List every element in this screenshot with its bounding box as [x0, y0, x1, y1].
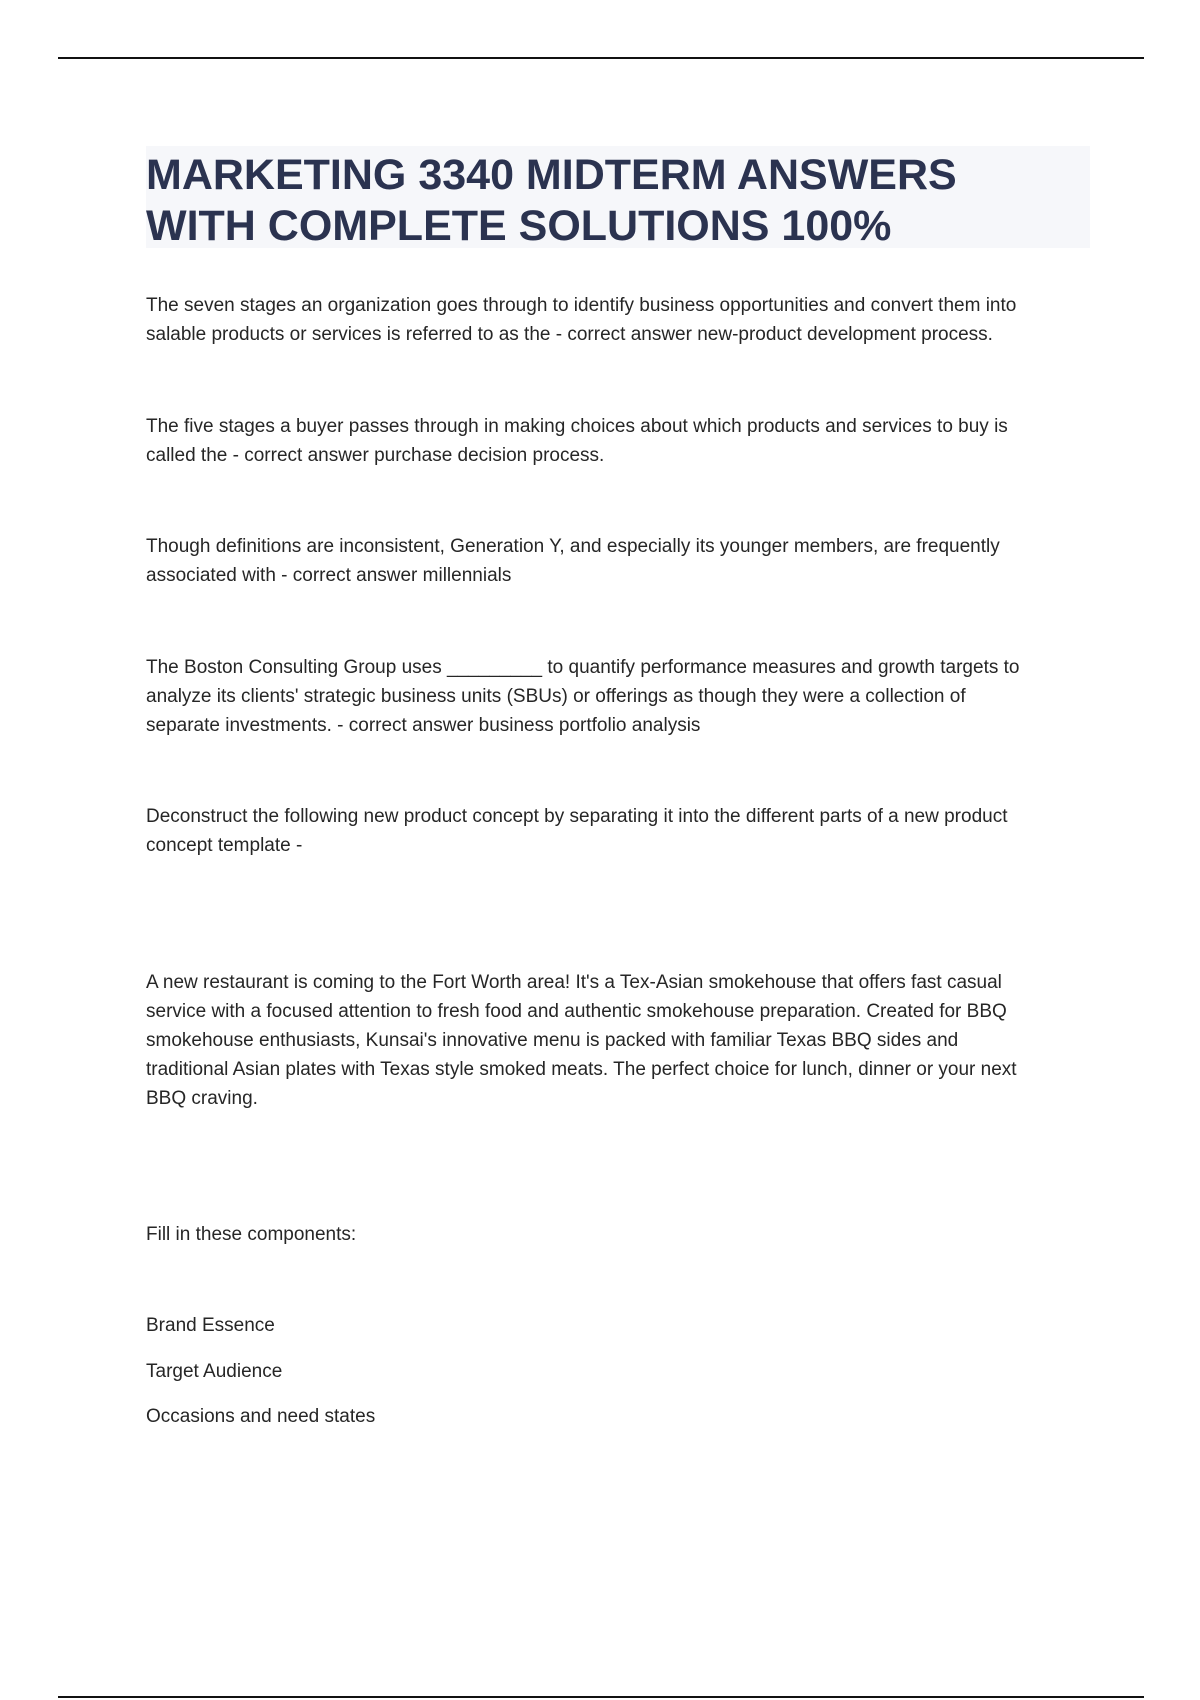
fill-in-components: [146, 1220, 1096, 1249]
paragraph-line: Brand Essence: [146, 1315, 275, 1336]
paragraph-line: Target Audience: [146, 1361, 283, 1382]
paragraph-line: smokehouse enthusiasts, Kunsai's innovative menu is packed with familiar Texas BBQ sides and: [146, 1030, 959, 1051]
paragraph-line: concept template -: [146, 835, 303, 856]
paragraph-line: associated with - correct answer millennials: [146, 565, 512, 586]
paragraph-line: analyze its clients' strategic business units (SBUs) or offerings as though they were a collection of: [146, 686, 966, 707]
component-brand-essence: [146, 1311, 1096, 1340]
restaurant-concept-paragraph: [146, 968, 1096, 1113]
question-millennials: [146, 532, 1096, 590]
paragraph-line: A new restaurant is coming to the Fort Worth area! It's a Tex-Asian smokehouse that offers fast casual: [146, 972, 1002, 993]
bottom-rule: [58, 1696, 1144, 1698]
paragraph-line: The seven stages an organization goes through to identify business opportunities and convert them into: [146, 295, 1017, 316]
component-occasions: [146, 1402, 1096, 1431]
paragraph-line: BBQ craving.: [146, 1088, 258, 1109]
question-product-concept: [146, 802, 1096, 860]
paragraph-line: separate investments. - correct answer business portfolio analysis: [146, 715, 701, 736]
paragraph-line: The five stages a buyer passes through in making choices about which products and services to buy is: [146, 416, 1008, 437]
paragraph-line: Though definitions are inconsistent, Generation Y, and especially its younger members, are frequently: [146, 536, 1000, 557]
title-line: MARKETING 3340 MIDTERM ANSWERS: [146, 151, 957, 199]
paragraph-line: service with a focused attention to fresh food and authentic smokehouse preparation. Created for BBQ: [146, 1001, 1007, 1022]
paragraph-line: traditional Asian plates with Texas style smoked meats. The perfect choice for lunch, dinner or your next: [146, 1059, 1017, 1080]
paragraph-line: Occasions and need states: [146, 1406, 376, 1427]
document-title: [146, 146, 1090, 248]
question-portfolio-analysis: [146, 653, 1096, 740]
top-rule: [58, 57, 1144, 59]
paragraph-line: called the - correct answer purchase decision process.: [146, 445, 605, 466]
component-target-audience: [146, 1357, 1096, 1386]
paragraph-line: Deconstruct the following new product concept by separating it into the different parts of a new product: [146, 806, 1008, 827]
question-new-product-development: [146, 291, 1096, 349]
paragraph-line: salable products or services is referred to as the - correct answer new-product development process.: [146, 324, 993, 345]
paragraph-line: Fill in these components:: [146, 1224, 357, 1245]
paragraph-line: The Boston Consulting Group uses _________ to quantify performance measures and growth targets to: [146, 657, 1020, 678]
question-purchase-decision: [146, 412, 1096, 470]
title-line: WITH COMPLETE SOLUTIONS 100%: [146, 202, 892, 250]
